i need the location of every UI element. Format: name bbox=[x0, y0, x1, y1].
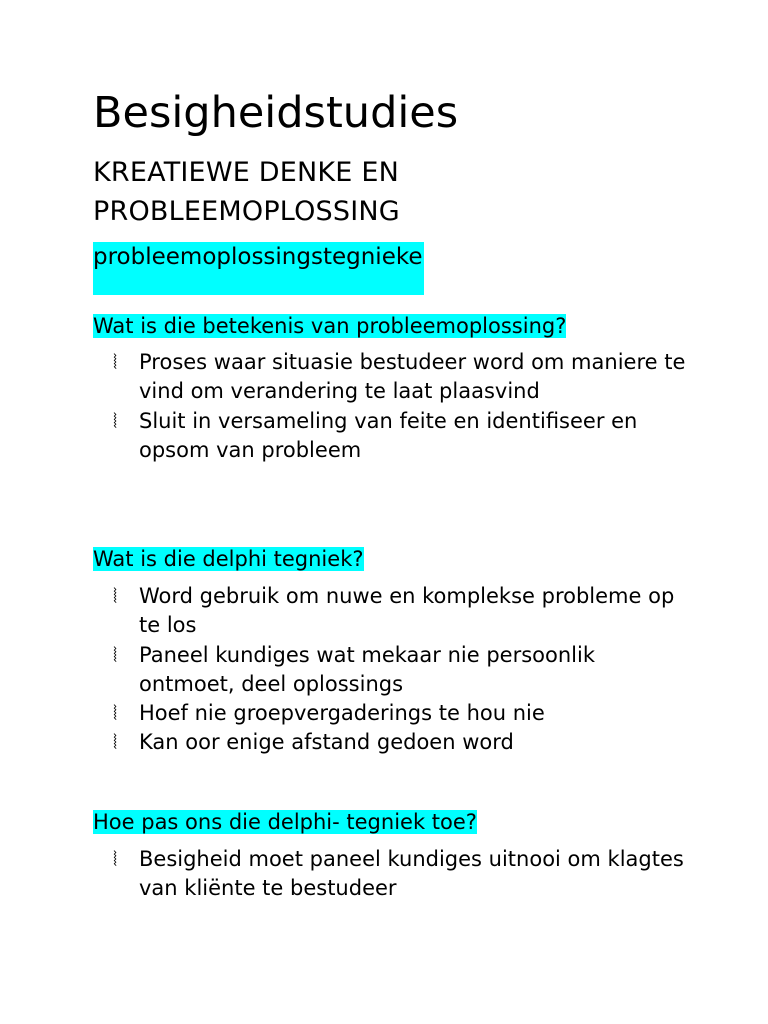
bullet-list bbox=[93, 845, 693, 904]
question-heading: Wat is die betekenis van probleemoplossing? bbox=[93, 314, 567, 338]
list-item bbox=[93, 407, 693, 466]
bullet-icon: ⦚ bbox=[113, 701, 118, 726]
list-item-text: Hoef nie groepvergaderings te hou nie bbox=[139, 701, 545, 726]
bullet-icon: ⦚ bbox=[113, 847, 118, 871]
subtitle-line-1: KREATIEWE DENKE EN bbox=[93, 157, 400, 188]
list-item-text: Paneel kundiges wat mekaar nie persoonlik ontmoet, deel oplossings bbox=[139, 642, 595, 696]
section-3 bbox=[93, 808, 477, 836]
subtitle-line-2: PROBLEEMOPLOSSING bbox=[93, 196, 400, 227]
question-heading: Hoe pas ons die delphi- tegniek toe? bbox=[93, 810, 477, 834]
bullet-icon: ⦚ bbox=[113, 642, 118, 667]
list-item-text: Kan oor enige afstand gedoen word bbox=[139, 730, 514, 755]
bullet-list bbox=[93, 582, 693, 758]
list-item-text: Sluit in versameling van feite en identifiseer en opsom van probleem bbox=[139, 408, 638, 462]
page-title: Besigheidstudies bbox=[93, 88, 459, 138]
bullet-icon: ⦚ bbox=[113, 730, 118, 755]
question-heading: Wat is die delphi tegniek? bbox=[93, 547, 364, 571]
list-item bbox=[93, 699, 693, 728]
list-item-text: Proses waar situasie bestudeer word om maniere te vind om verandering te laat plaasvind bbox=[139, 350, 686, 404]
list-item bbox=[93, 728, 693, 757]
topic-heading: probleemoplossingstegnieke bbox=[93, 242, 424, 295]
list-item bbox=[93, 348, 693, 407]
page-subtitle bbox=[93, 153, 400, 231]
bullet-list bbox=[93, 348, 693, 465]
bullet-icon: ⦚ bbox=[113, 584, 118, 608]
section-1 bbox=[93, 312, 566, 340]
section-2 bbox=[93, 545, 364, 573]
list-item bbox=[93, 582, 693, 641]
list-item-text: Word gebruik om nuwe en komplekse probleme op te los bbox=[139, 584, 675, 638]
list-item bbox=[93, 845, 693, 904]
bullet-icon: ⦚ bbox=[113, 350, 118, 374]
bullet-icon: ⦚ bbox=[113, 408, 118, 433]
list-item bbox=[93, 641, 693, 700]
list-item-text: Besigheid moet paneel kundiges uitnooi om klagtes van kliënte te bestudeer bbox=[139, 847, 684, 901]
